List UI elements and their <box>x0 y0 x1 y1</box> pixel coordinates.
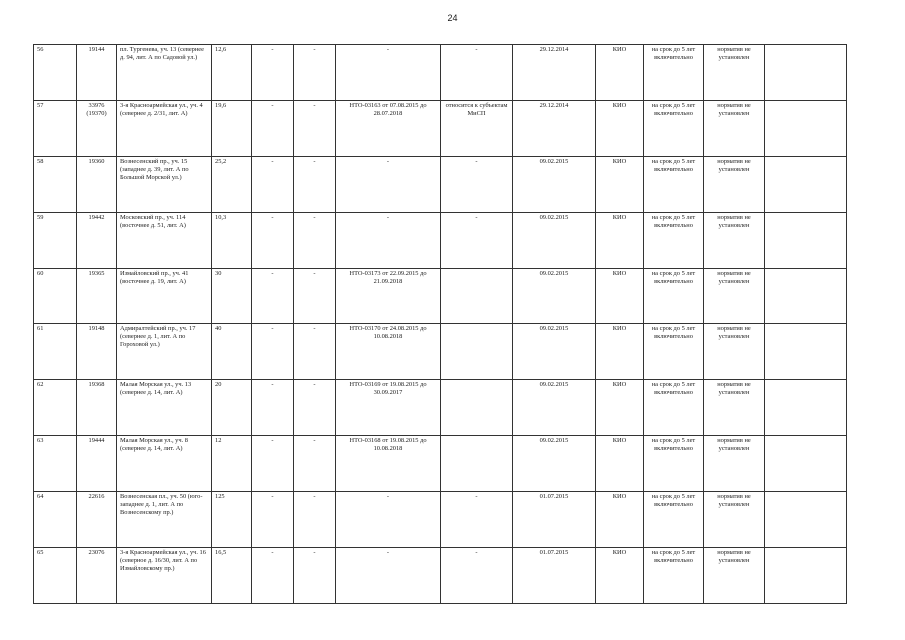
cell-norm: норматив не установлен <box>704 268 765 324</box>
cell-id: 19360 <box>77 156 117 212</box>
table-row <box>34 100 847 156</box>
cell-norm: норматив не установлен <box>704 45 765 101</box>
table-row <box>34 324 847 380</box>
cell-dash: - <box>252 548 294 604</box>
cell-area: 12,6 <box>212 45 252 101</box>
cell-org: КИО <box>596 45 644 101</box>
cell-term: на срок до 5 лет включительно <box>644 100 704 156</box>
cell-id: 22616 <box>77 492 117 548</box>
cell-extra <box>765 100 847 156</box>
table-row <box>34 156 847 212</box>
cell-number: 65 <box>34 548 77 604</box>
cell-number: 64 <box>34 492 77 548</box>
cell-dash: - <box>294 492 336 548</box>
cell-id: 19444 <box>77 436 117 492</box>
cell-term: на срок до 5 лет включительно <box>644 436 704 492</box>
cell-number: 57 <box>34 100 77 156</box>
cell-org: КИО <box>596 324 644 380</box>
cell-org: КИО <box>596 380 644 436</box>
cell-term: на срок до 5 лет включительно <box>644 492 704 548</box>
cell-number: 60 <box>34 268 77 324</box>
cell-term: на срок до 5 лет включительно <box>644 380 704 436</box>
cell-dash: - <box>252 436 294 492</box>
cell-note: - <box>441 156 513 212</box>
cell-address: Малая Морская ул., уч. 8 (севернее д. 14, лит. А) <box>117 436 212 492</box>
cell-permit: НТО-03169 от 19.08.2015 до 30.09.2017 <box>336 380 441 436</box>
cell-org: КИО <box>596 436 644 492</box>
cell-area: 12 <box>212 436 252 492</box>
registry-table <box>33 44 847 604</box>
cell-dash: - <box>294 548 336 604</box>
cell-area: 10,3 <box>212 212 252 268</box>
cell-address: 3-я Красноармейская ул., уч. 4 (севернее д. 2/31, лит. А) <box>117 100 212 156</box>
cell-norm: норматив не установлен <box>704 156 765 212</box>
cell-dash: - <box>252 268 294 324</box>
cell-term: на срок до 5 лет включительно <box>644 212 704 268</box>
cell-address: Вознесенский пр., уч. 15 (западнее д. 39, лит. А по Большой Морской ул.) <box>117 156 212 212</box>
cell-extra <box>765 268 847 324</box>
cell-dash: - <box>252 156 294 212</box>
cell-permit: - <box>336 492 441 548</box>
cell-date: 09.02.2015 <box>513 156 596 212</box>
cell-dash: - <box>294 156 336 212</box>
cell-dash: - <box>294 212 336 268</box>
page-number: 24 <box>447 13 458 23</box>
cell-dash: - <box>252 212 294 268</box>
cell-number: 62 <box>34 380 77 436</box>
cell-id: 19368 <box>77 380 117 436</box>
table-row <box>34 492 847 548</box>
cell-note: - <box>441 492 513 548</box>
cell-dash: - <box>294 436 336 492</box>
cell-number: 63 <box>34 436 77 492</box>
cell-extra <box>765 380 847 436</box>
cell-area: 16,5 <box>212 548 252 604</box>
cell-extra <box>765 156 847 212</box>
cell-dash: - <box>252 380 294 436</box>
cell-area: 19,6 <box>212 100 252 156</box>
cell-extra <box>765 492 847 548</box>
cell-norm: норматив не установлен <box>704 548 765 604</box>
cell-id: 19365 <box>77 268 117 324</box>
cell-date: 09.02.2015 <box>513 212 596 268</box>
cell-date: 09.02.2015 <box>513 268 596 324</box>
cell-address: Московский пр., уч. 114 (восточнее д. 51, лит. А) <box>117 212 212 268</box>
cell-dash: - <box>294 100 336 156</box>
table-row <box>34 380 847 436</box>
cell-extra <box>765 436 847 492</box>
cell-term: на срок до 5 лет включительно <box>644 324 704 380</box>
cell-address: Адмиралтейский пр., уч. 17 (севернее д. 1, лит. А по Гороховой ул.) <box>117 324 212 380</box>
cell-number: 61 <box>34 324 77 380</box>
cell-note: - <box>441 212 513 268</box>
table-row <box>34 45 847 101</box>
table-row <box>34 436 847 492</box>
cell-norm: норматив не установлен <box>704 212 765 268</box>
cell-dash: - <box>294 45 336 101</box>
cell-permit: - <box>336 156 441 212</box>
cell-org: КИО <box>596 268 644 324</box>
cell-note <box>441 324 513 380</box>
cell-term: на срок до 5 лет включительно <box>644 156 704 212</box>
cell-address: Малая Морская ул., уч. 13 (севернее д. 14, лит. А) <box>117 380 212 436</box>
cell-org: КИО <box>596 156 644 212</box>
cell-address: 3-я Красноармейская ул., уч. 16 (северное д. 16/30, лит. А по Измайловскому пр.) <box>117 548 212 604</box>
cell-note <box>441 436 513 492</box>
cell-permit: НТО-03170 от 24.08.2015 до 10.08.2018 <box>336 324 441 380</box>
cell-date: 09.02.2015 <box>513 380 596 436</box>
cell-norm: норматив не установлен <box>704 380 765 436</box>
cell-id: 19148 <box>77 324 117 380</box>
cell-permit: НТО-03173 от 22.09.2015 до 21.09.2018 <box>336 268 441 324</box>
cell-id: 33976 (19370) <box>77 100 117 156</box>
cell-norm: норматив не установлен <box>704 324 765 380</box>
cell-id: 19144 <box>77 45 117 101</box>
table-row <box>34 268 847 324</box>
cell-dash: - <box>294 380 336 436</box>
cell-number: 59 <box>34 212 77 268</box>
cell-area: 40 <box>212 324 252 380</box>
cell-date: 29.12.2014 <box>513 100 596 156</box>
cell-area: 125 <box>212 492 252 548</box>
cell-dash: - <box>294 268 336 324</box>
table-row <box>34 212 847 268</box>
cell-number: 56 <box>34 45 77 101</box>
cell-term: на срок до 5 лет включительно <box>644 268 704 324</box>
cell-area: 25,2 <box>212 156 252 212</box>
cell-norm: норматив не установлен <box>704 100 765 156</box>
cell-permit: - <box>336 548 441 604</box>
cell-note: - <box>441 548 513 604</box>
cell-permit: - <box>336 212 441 268</box>
cell-org: КИО <box>596 100 644 156</box>
cell-date: 09.02.2015 <box>513 324 596 380</box>
cell-norm: норматив не установлен <box>704 436 765 492</box>
cell-permit: НТО-03163 от 07.08.2015 до 28.07.2018 <box>336 100 441 156</box>
cell-address: пл. Тургенева, уч. 13 (севернее д. 94, лит. А по Садовой ул.) <box>117 45 212 101</box>
cell-dash: - <box>252 324 294 380</box>
cell-number: 58 <box>34 156 77 212</box>
cell-dash: - <box>252 492 294 548</box>
cell-date: 09.02.2015 <box>513 436 596 492</box>
cell-address: Измайловский пр., уч. 41 (восточнее д. 19, лит. А) <box>117 268 212 324</box>
cell-address: Вознесенская пл., уч. 50 (юго-западнее д. 1, лит. А по Вознесенскому пр.) <box>117 492 212 548</box>
cell-area: 20 <box>212 380 252 436</box>
cell-date: 29.12.2014 <box>513 45 596 101</box>
cell-id: 19442 <box>77 212 117 268</box>
cell-extra <box>765 45 847 101</box>
cell-date: 01.07.2015 <box>513 548 596 604</box>
table-row <box>34 548 847 604</box>
cell-note: относится к субъектам МиСП <box>441 100 513 156</box>
cell-date: 01.07.2015 <box>513 492 596 548</box>
cell-note: - <box>441 45 513 101</box>
cell-dash: - <box>294 324 336 380</box>
cell-dash: - <box>252 100 294 156</box>
cell-extra <box>765 212 847 268</box>
cell-org: КИО <box>596 548 644 604</box>
cell-permit: НТО-03168 от 19.08.2015 до 10.08.2018 <box>336 436 441 492</box>
cell-permit: - <box>336 45 441 101</box>
cell-org: КИО <box>596 212 644 268</box>
cell-extra <box>765 324 847 380</box>
cell-org: КИО <box>596 492 644 548</box>
cell-term: на срок до 5 лет включительно <box>644 45 704 101</box>
cell-norm: норматив не установлен <box>704 492 765 548</box>
cell-note <box>441 380 513 436</box>
cell-term: на срок до 5 лет включительно <box>644 548 704 604</box>
cell-dash: - <box>252 45 294 101</box>
cell-area: 30 <box>212 268 252 324</box>
cell-extra <box>765 548 847 604</box>
cell-note <box>441 268 513 324</box>
cell-id: 23076 <box>77 548 117 604</box>
